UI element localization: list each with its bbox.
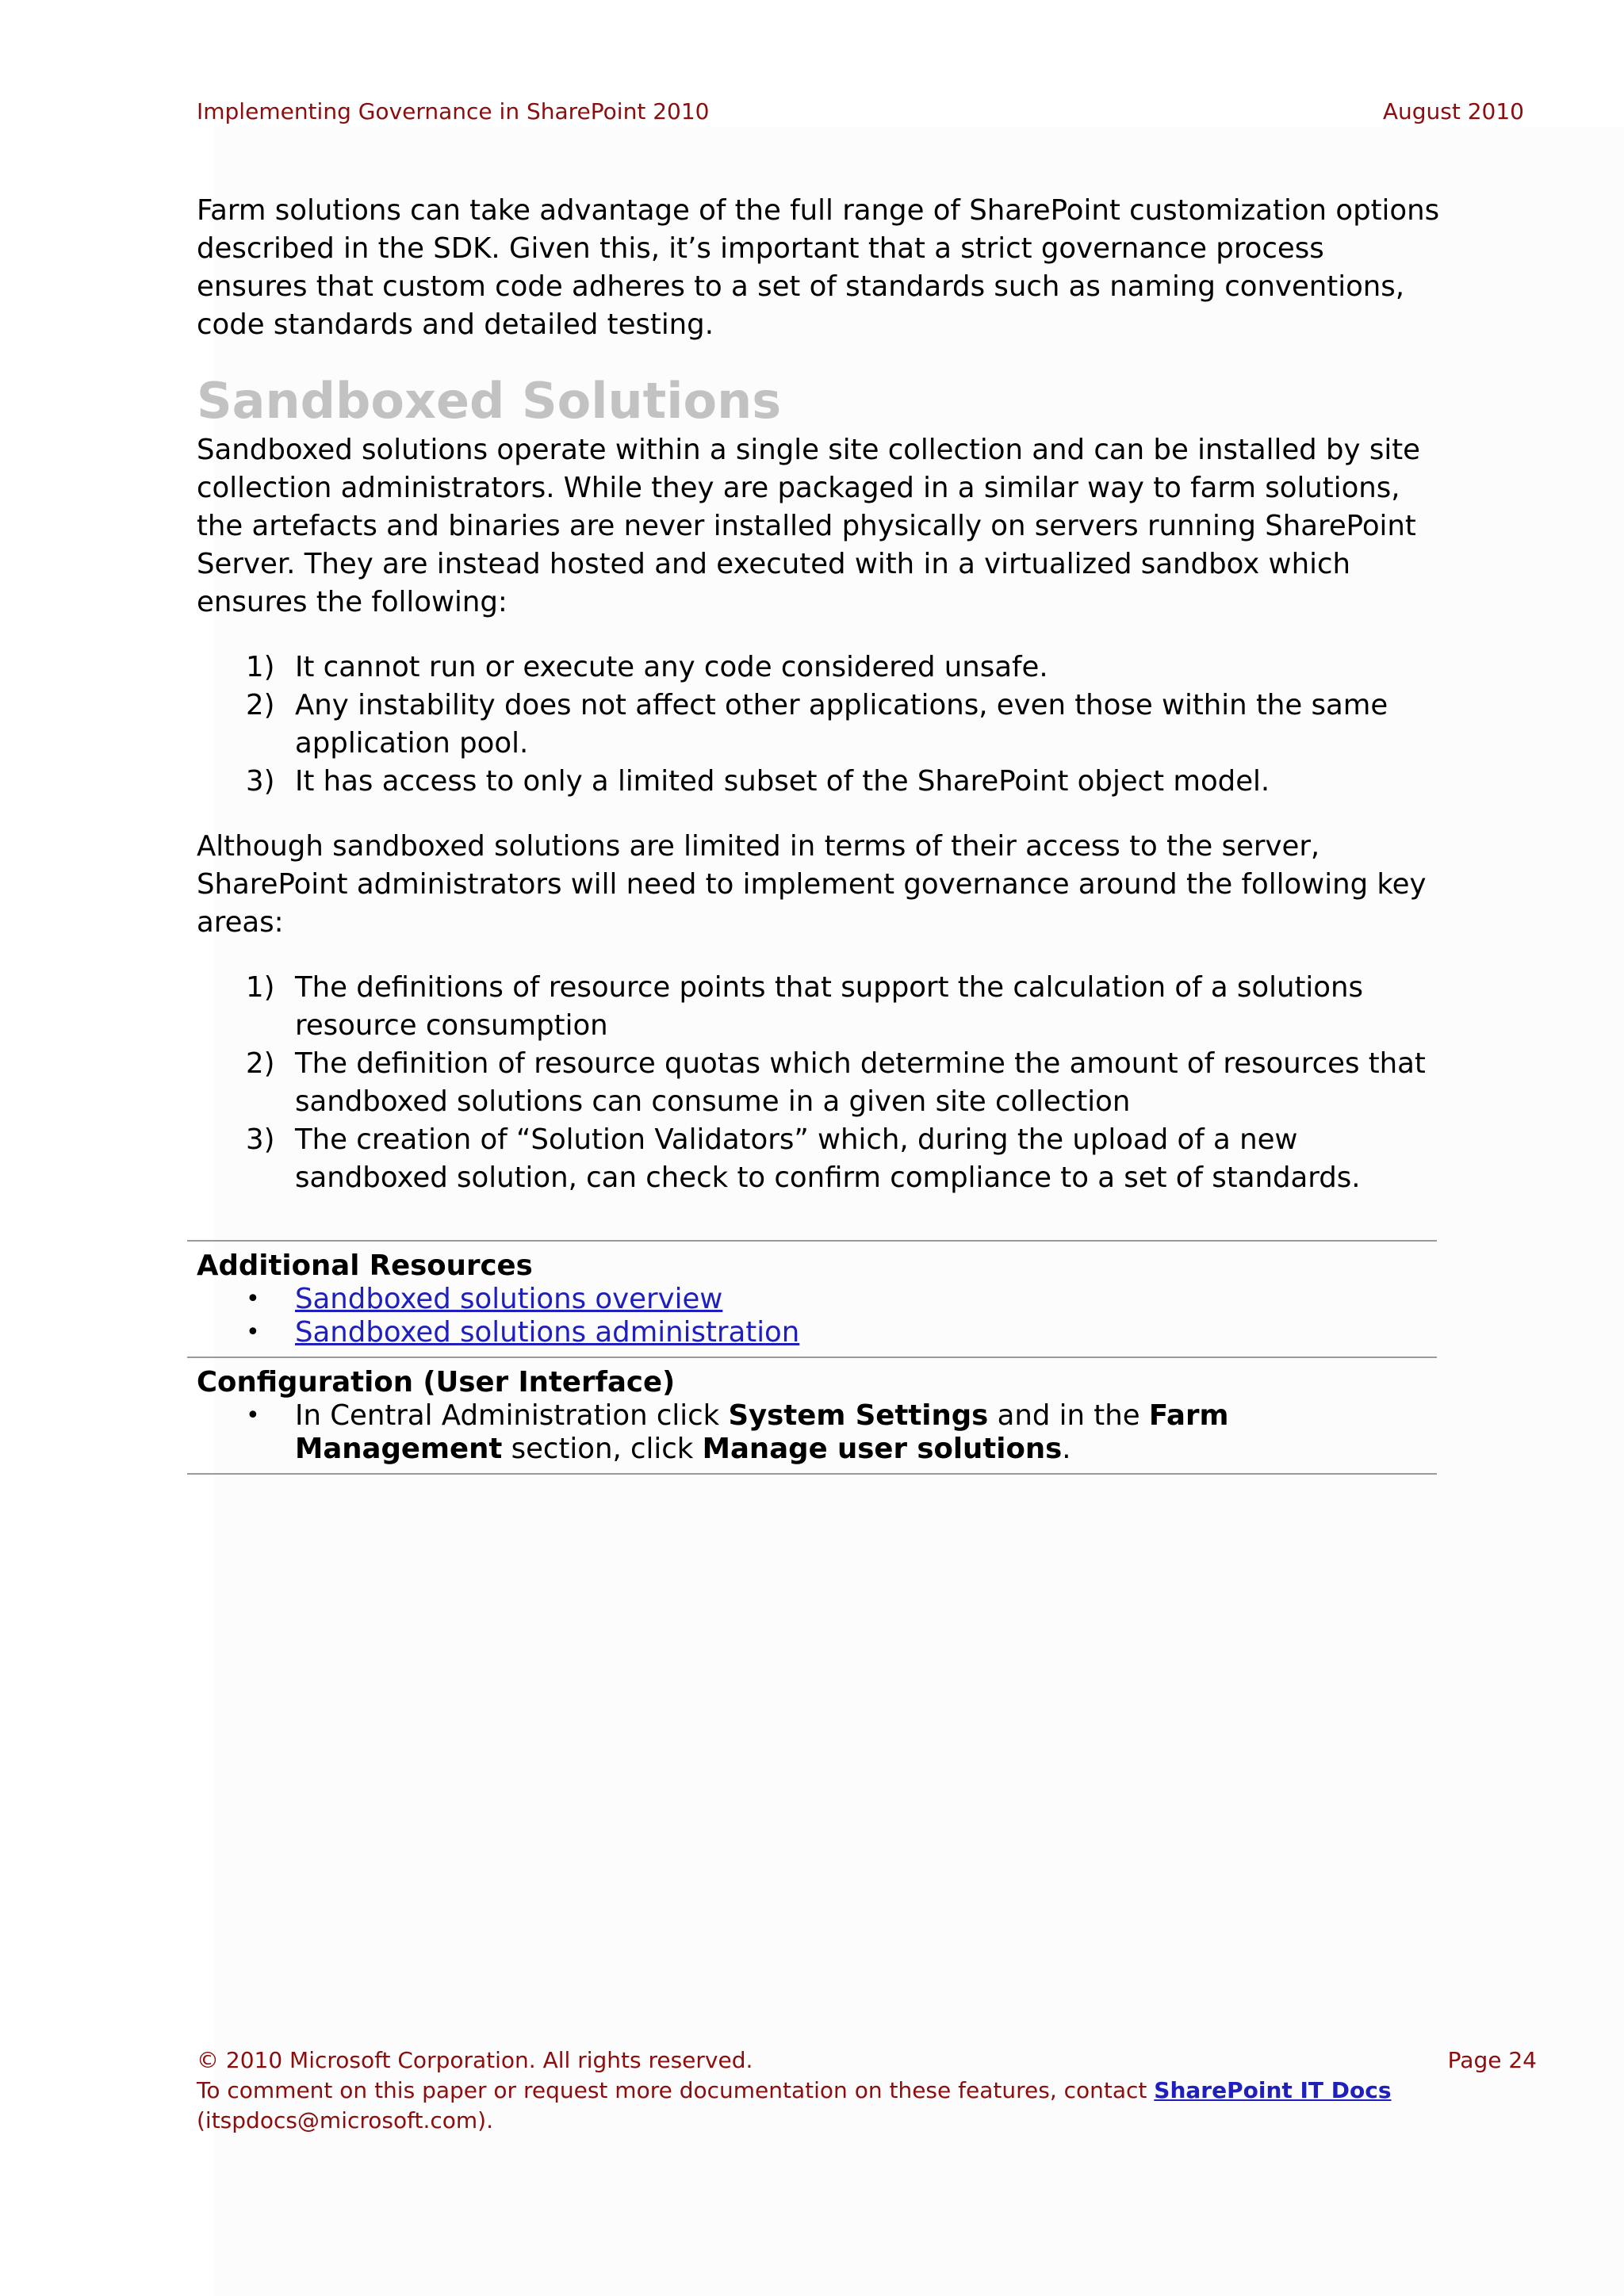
list-item — [197, 1121, 1442, 1197]
main-content — [197, 192, 1442, 1224]
bullet-icon: • — [246, 1402, 260, 1429]
additional-resources-box — [187, 1240, 1437, 1353]
list-number: 1) — [246, 651, 275, 683]
bullet-icon: • — [246, 1318, 260, 1346]
footer-contact-link[interactable]: SharePoint IT Docs — [1154, 2077, 1392, 2103]
config-text: In Central Administration click — [295, 1399, 729, 1432]
configuration-box-bottom-rule — [187, 1473, 1437, 1475]
header-document-title: Implementing Governance in SharePoint 2010 — [197, 98, 710, 124]
bullet-icon: • — [246, 1285, 260, 1313]
page-header — [197, 98, 1524, 124]
list-number: 3) — [246, 1123, 275, 1156]
list-item — [197, 969, 1442, 1045]
list-item-text: The definitions of resource points that support the calculation of a solutions resource consumption — [295, 971, 1364, 1042]
list-number: 3) — [246, 765, 275, 798]
list-item — [187, 1316, 1437, 1349]
list-number: 1) — [246, 971, 275, 1004]
resource-links — [187, 1283, 1437, 1353]
configuration-title: Configuration (User Interface) — [197, 1366, 676, 1399]
config-farm-management: Farm Management — [295, 1399, 1229, 1465]
section-paragraph-2: Although sandboxed solutions are limited in terms of their access to the server, SharePoint administrators will need to implement governance around the following key areas: — [197, 830, 1427, 939]
link-sandboxed-overview[interactable]: Sandboxed solutions overview — [295, 1283, 723, 1315]
list-number: 2) — [246, 1047, 275, 1080]
config-text: and in the — [988, 1399, 1149, 1432]
config-text: . — [1062, 1433, 1071, 1465]
list-item — [187, 1399, 1437, 1466]
footer-email: (itspdocs@microsoft.com). — [197, 2107, 493, 2133]
list-item-text: The creation of “Solution Validators” which, during the upload of a new sandboxed solution, can check to confirm compliance to a set of standards. — [295, 1123, 1361, 1194]
page-footer — [197, 2045, 1537, 2136]
section-paragraph-1: Sandboxed solutions operate within a single site collection and can be installed by site collection administrators. While they are packaged in a similar way to farm solutions, the artefacts and binaries are never installed physically on servers running SharePoint Server. They are instead hosted and executed with in a virtualized sandbox which ensures the following: — [197, 434, 1420, 618]
config-text: section, click — [502, 1433, 703, 1465]
section-heading: Sandboxed Solutions — [197, 372, 782, 430]
list-item-text: The definition of resource quotas which determine the amount of resources that sandboxed solutions can consume in a given site collection — [295, 1047, 1426, 1118]
list-item — [197, 649, 1442, 687]
config-manage-user-solutions: Manage user solutions — [702, 1433, 1063, 1465]
link-sandboxed-administration[interactable]: Sandboxed solutions administration — [295, 1316, 800, 1349]
configuration-box — [187, 1357, 1437, 1469]
intro-paragraph: Farm solutions can take advantage of the full range of SharePoint customization options described in the SDK. Given this, it’s important that a strict governance process ensures that custom code adheres to a set of standards such as naming conventions, code standards and detailed testing. — [197, 194, 1440, 341]
footer-page-number: Page 24 — [1447, 2047, 1537, 2073]
list-item — [187, 1283, 1437, 1316]
additional-resources-title: Additional Resources — [197, 1249, 533, 1282]
list-item — [197, 687, 1442, 763]
list-item — [197, 763, 1442, 801]
footer-comment-text: To comment on this paper or request more documentation on these features, contact — [197, 2077, 1155, 2103]
list-item-text: It cannot run or execute any code considered unsafe. — [295, 651, 1048, 683]
config-system-settings: System Settings — [728, 1399, 989, 1432]
governance-areas-list — [197, 969, 1442, 1197]
sandbox-guarantees-list — [197, 649, 1442, 801]
list-item-text: It has access to only a limited subset of the SharePoint object model. — [295, 765, 1270, 798]
list-item — [197, 1045, 1442, 1121]
list-item-text: Any instability does not affect other applications, even those within the same application pool. — [295, 689, 1388, 760]
footer-copyright: © 2010 Microsoft Corporation. All rights reserved. — [197, 2047, 753, 2073]
configuration-steps — [187, 1399, 1437, 1469]
list-number: 2) — [246, 689, 275, 721]
header-date: August 2010 — [1382, 98, 1524, 124]
